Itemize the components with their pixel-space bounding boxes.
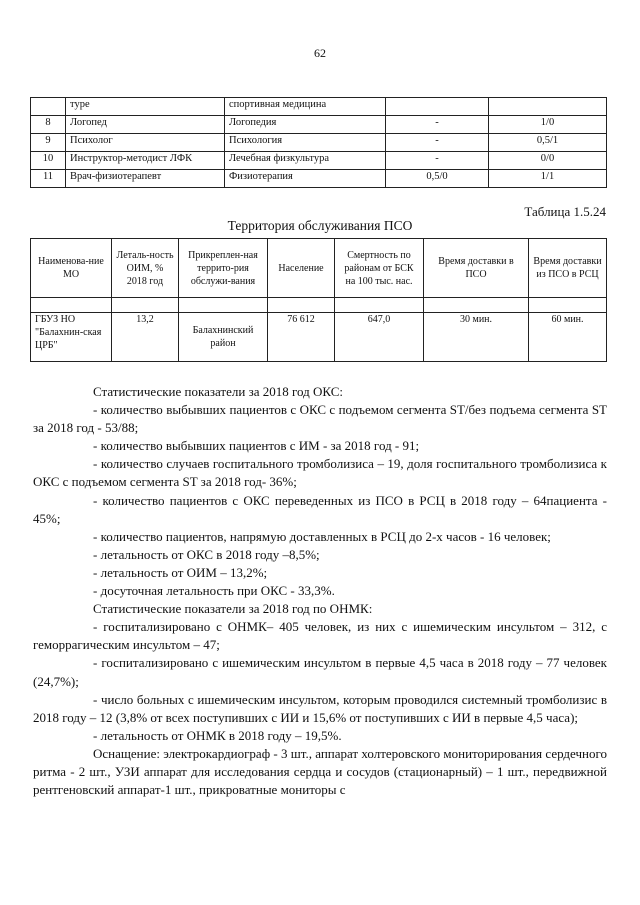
value-cell: 0,5/1	[489, 134, 607, 152]
paragraph: - количество случаев госпитального тромболизиса – 19, доля госпитального тромболизиса к ОКС с подъемом сегмента ST за 2018 год- 36%;	[33, 456, 607, 490]
value-cell: 1/1	[489, 170, 607, 188]
table-row	[31, 134, 607, 152]
row-number	[31, 98, 66, 116]
value-cell	[386, 98, 489, 116]
table-row	[31, 152, 607, 170]
value-cell: 0,5/0	[386, 170, 489, 188]
territory-cell: Балахнинский район	[179, 313, 268, 362]
table-title: Территория обслуживания ПСО	[227, 218, 413, 233]
column-header: Население	[268, 239, 335, 298]
table-row	[31, 116, 607, 134]
column-header: Наименова-ние МО	[31, 239, 112, 298]
position-cell: Инструктор-методист ЛФК	[66, 152, 225, 170]
position-cell: туре	[66, 98, 225, 116]
paragraph: - досуточная летальность при ОКС - 33,3%.	[93, 583, 335, 599]
specialty-cell: Физиотерапия	[225, 170, 386, 188]
paragraph: Статистические показатели за 2018 год ОКС:	[93, 384, 343, 399]
service-territory-table	[30, 238, 607, 362]
paragraph: Статистические показатели за 2018 год по ОНМК:	[93, 601, 373, 617]
staff-table	[30, 97, 607, 188]
organization-cell: ГБУЗ НО "Балахнин-ская ЦРБ"	[31, 313, 112, 362]
paragraph: - летальность от ОИМ – 13,2%;	[93, 564, 268, 580]
paragraph: - летальность от ОНМК в 2018 году – 19,5%.	[93, 727, 342, 743]
specialty-cell: Логопедия	[225, 116, 386, 134]
specialty-cell: Психология	[225, 134, 386, 152]
row-number: 10	[31, 152, 66, 170]
value-cell: -	[386, 134, 489, 152]
paragraph: - количество выбывших пациентов с ОКС с подъемом сегмента ST/без подъема сегмента ST за 2018 год - 53/88;	[33, 402, 607, 436]
column-header: Время доставки в ПСО	[424, 239, 529, 298]
paragraph: - количество пациентов с ОКС переведенных из ПСО в РСЦ в 2018 году – 64пациента - 45%;	[33, 492, 607, 526]
row-number: 9	[31, 134, 66, 152]
table-row	[31, 170, 607, 188]
column-header: Время доставки из ПСО в РСЦ	[529, 239, 607, 298]
position-cell: Психолог	[66, 134, 225, 152]
value-cell: -	[386, 152, 489, 170]
paragraph: - количество пациентов, напрямую доставленных в РСЦ до 2-х часов - 16 человек;	[93, 528, 551, 544]
paragraph: - число больных с ишемическим инсультом, которым проводился системный тромболизис в 2018 году – 12 (3,8% от всех поступивших с ИИ и 15,6% от поступивших с ИИ в первые 4,5 часа);	[33, 691, 607, 725]
table-label: Таблица 1.5.24	[524, 204, 606, 219]
position-cell: Врач-физиотерапевт	[66, 170, 225, 188]
column-header: Прикреплен-ная террито-рия обслужи-вания	[179, 239, 268, 298]
specialty-cell: Лечебная физкультура	[225, 152, 386, 170]
table-header-row	[31, 239, 607, 298]
table-row	[31, 298, 607, 313]
specialty-cell: спортивная медицина	[225, 98, 386, 116]
value-cell: 0/0	[489, 152, 607, 170]
value-cell	[489, 98, 607, 116]
delivery-time-pso-cell: 30 мин.	[424, 313, 529, 362]
delivery-time-rsc-cell: 60 мин.	[529, 313, 607, 362]
column-header: Леталь-ность ОИМ, % 2018 год	[112, 239, 179, 298]
value-cell: 1/0	[489, 116, 607, 134]
column-header: Смертность по районам от БСК на 100 тыс. нас.	[335, 239, 424, 298]
bsk-mortality-cell: 647,0	[335, 313, 424, 362]
row-number: 11	[31, 170, 66, 188]
paragraph: Оснащение: электрокардиограф - 3 шт., аппарат холтеровского мониторирования сердечного ритма - 2 шт., УЗИ аппарат для исследования сердца и сосудов (стационарный) – 1 шт., передвижной рентгеновский аппарат-1 шт., прикроватные мониторы с	[33, 745, 607, 798]
paragraph: - госпитализировано с ишемическим инсультом в первые 4,5 часа в 2018 году – 77 человек (24,7%);	[33, 655, 607, 689]
paragraph: - количество выбывших пациентов с ИМ - за 2018 год - 91;	[93, 438, 420, 454]
table-row	[31, 313, 607, 362]
paragraph: - летальность от ОКС в 2018 году –8,5%;	[93, 546, 320, 562]
value-cell: -	[386, 116, 489, 134]
page-number: 62	[314, 46, 326, 60]
position-cell: Логопед	[66, 116, 225, 134]
population-cell: 76 612	[268, 313, 335, 362]
mortality-cell: 13,2	[112, 313, 179, 362]
paragraph: - госпитализировано с ОНМК– 405 человек, из них с ишемическим инсультом – 312, с геморрагическим инсультом – 47;	[33, 619, 607, 653]
table-row	[31, 98, 607, 116]
body-text	[33, 383, 607, 799]
row-number: 8	[31, 116, 66, 134]
